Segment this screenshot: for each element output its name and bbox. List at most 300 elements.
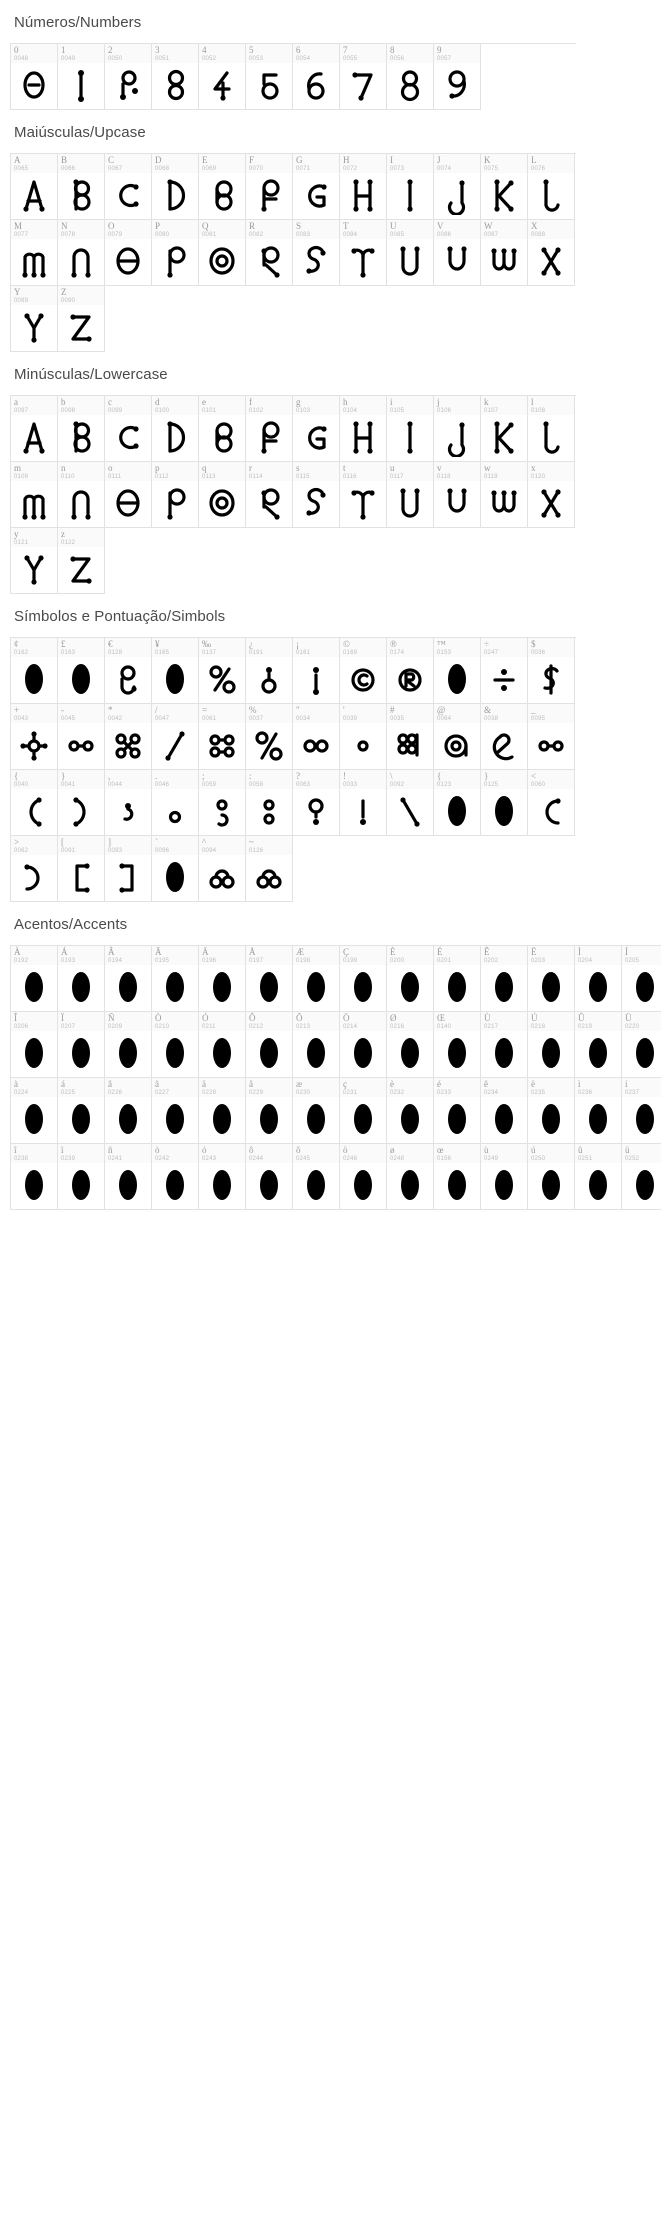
glyph-render [293,1029,339,1077]
glyph-cell[interactable] [105,220,152,286]
glyph-cell[interactable] [105,396,152,462]
glyph-cell[interactable] [575,1012,622,1078]
glyph-code-label: 0040 [14,782,29,788]
glyph-character-label: À [14,947,21,957]
glyph-render [58,479,104,527]
glyph-cell[interactable] [528,396,575,462]
glyph-cell[interactable] [434,220,481,286]
glyph-character-label: î [14,1145,17,1155]
glyph-cell[interactable] [199,44,246,110]
glyph-code-label: 0246 [343,1156,358,1162]
glyph-code-label: 0064 [437,716,452,722]
glyph-blob-shape [260,1038,278,1068]
glyph-character-label: õ [296,1145,301,1155]
glyph-cell[interactable] [575,946,622,1012]
glyph-cell[interactable] [340,946,387,1012]
glyph-cell[interactable] [11,946,58,1012]
glyph-cell[interactable] [481,220,528,286]
glyph-cell[interactable] [246,638,293,704]
glyph-cell[interactable] [622,1078,661,1144]
glyph-cell[interactable] [58,44,105,110]
glyph-cell[interactable] [528,154,575,220]
glyph-cell[interactable] [481,770,528,836]
glyph-cell[interactable] [434,1012,481,1078]
glyph-character-label: ¢ [14,639,19,649]
glyph-code-label: 0073 [390,166,405,172]
glyph-cell[interactable] [528,1078,575,1144]
glyph-render [387,1095,433,1143]
glyph-character-label: ¡ [296,639,299,649]
glyph-render [152,721,198,769]
glyph-character-label: / [155,705,158,715]
glyph-character-label: p [155,463,160,473]
glyph-character-label: g [296,397,301,407]
glyph-cell[interactable] [340,1144,387,1210]
glyph-code-label: 0092 [390,782,405,788]
glyph-cell[interactable] [58,836,105,902]
glyph-cell[interactable] [105,154,152,220]
glyph-cell[interactable] [293,462,340,528]
glyph-cell[interactable] [246,396,293,462]
glyph-code-label: 0205 [625,958,640,964]
glyph-cell[interactable] [11,462,58,528]
glyph-render [105,853,151,901]
glyph-render [58,963,104,1011]
glyph-cell[interactable] [528,638,575,704]
glyph-blob-shape [307,972,325,1002]
glyph-character-label: k [484,397,489,407]
glyph-cell[interactable] [293,396,340,462]
glyph-cell[interactable] [293,946,340,1012]
glyph-cell[interactable] [246,704,293,770]
glyph-cell[interactable] [152,220,199,286]
glyph-cell[interactable] [340,396,387,462]
glyph-cell[interactable] [58,1078,105,1144]
glyph-character-label: ÷ [484,639,489,649]
glyph-cell[interactable] [293,44,340,110]
glyph-blob-shape [72,1104,90,1134]
glyph-cell[interactable] [11,638,58,704]
glyph-character-label: # [390,705,395,715]
glyph-render [199,1095,245,1143]
glyph-character-label: { [14,771,19,781]
glyph-cell[interactable] [481,1144,528,1210]
glyph-render [340,1095,386,1143]
glyph-cell[interactable] [152,1144,199,1210]
glyph-cell[interactable] [105,638,152,704]
glyph-character-label: } [484,771,489,781]
glyph-character-label: - [61,705,64,715]
glyph-cell[interactable] [152,462,199,528]
glyph-code-label: 0200 [390,958,405,964]
glyph-blob-shape [542,1104,560,1134]
glyph-code-label: 0050 [108,56,123,62]
glyph-cell[interactable] [340,770,387,836]
glyph-render [387,1161,433,1209]
glyph-code-label: 0088 [531,232,546,238]
glyph-character-label: O [108,221,115,231]
glyph-cell[interactable] [152,638,199,704]
glyph-cell[interactable] [293,1144,340,1210]
glyph-code-label: 0251 [578,1156,593,1162]
glyph-character-label: Ç [343,947,350,957]
glyph-code-label: 0212 [249,1024,264,1030]
glyph-cell[interactable] [293,1078,340,1144]
glyph-character-label: W [484,221,493,231]
glyph-cell[interactable] [199,946,246,1012]
glyph-character-label: 4 [202,45,207,55]
glyph-cell[interactable] [481,1012,528,1078]
glyph-render [199,479,245,527]
glyph-character-label: : [249,771,252,781]
glyph-code-label: 0048 [14,56,29,62]
glyph-cell[interactable] [622,946,661,1012]
glyph-cell[interactable] [199,220,246,286]
glyph-cell[interactable] [199,462,246,528]
glyph-character-label: o [108,463,113,473]
glyph-blob-shape [542,1038,560,1068]
glyph-character-label: á [61,1079,65,1089]
glyph-cell[interactable] [246,1012,293,1078]
glyph-cell[interactable] [105,462,152,528]
glyph-cell[interactable] [152,1078,199,1144]
glyph-cell[interactable] [58,638,105,704]
glyph-render [11,171,57,219]
glyph-cell[interactable] [528,462,575,528]
glyph-cell[interactable] [105,946,152,1012]
glyph-render [528,1095,574,1143]
glyph-cell[interactable] [340,220,387,286]
glyph-character-label: , [108,771,111,781]
glyph-character-label: = [202,705,208,715]
glyph-render [58,61,104,109]
glyph-code-label: 0054 [296,56,311,62]
glyph-blob-shape [72,1038,90,1068]
glyph-cell[interactable] [199,396,246,462]
glyph-cell[interactable] [387,770,434,836]
glyph-character-label: 2 [108,45,113,55]
glyph-render [622,1029,661,1077]
glyph-character-label: Û [578,1013,585,1023]
glyph-blob-shape [495,1038,513,1068]
glyph-cell[interactable] [340,154,387,220]
glyph-render [340,237,386,285]
glyph-cell[interactable] [387,704,434,770]
glyph-cell[interactable] [434,462,481,528]
glyph-cell[interactable] [434,1144,481,1210]
glyph-cell[interactable] [199,836,246,902]
glyph-cell[interactable] [340,44,387,110]
glyph-code-label: 0232 [390,1090,405,1096]
glyph-cell[interactable] [481,462,528,528]
glyph-render [152,853,198,901]
glyph-cell[interactable] [246,462,293,528]
glyph-cell[interactable] [293,770,340,836]
glyph-character-label: ô [249,1145,254,1155]
glyph-cell[interactable] [293,154,340,220]
glyph-render [11,787,57,835]
glyph-render [152,1095,198,1143]
glyph-cell[interactable] [434,638,481,704]
glyph-code-label: 0035 [390,716,405,722]
glyph-character-label: E [202,155,208,165]
glyph-cell[interactable] [340,638,387,704]
glyph-blob-shape [448,664,466,694]
glyph-code-label: 0244 [249,1156,264,1162]
glyph-cell[interactable] [293,704,340,770]
glyph-cell[interactable] [528,1012,575,1078]
glyph-code-label: 0192 [14,958,29,964]
glyph-cell[interactable] [340,462,387,528]
glyph-render [622,963,661,1011]
glyph-cell[interactable] [199,770,246,836]
glyph-character-label: d [155,397,160,407]
glyph-code-label: 0096 [155,848,170,854]
glyph-cell[interactable] [387,154,434,220]
glyph-cell[interactable] [387,44,434,110]
glyph-character-label: T [343,221,349,231]
glyph-cell[interactable] [11,1078,58,1144]
glyph-cell[interactable] [293,220,340,286]
glyph-code-label: 0043 [14,716,29,722]
glyph-cell[interactable] [105,1012,152,1078]
glyph-render [434,479,480,527]
glyph-cell[interactable] [434,946,481,1012]
glyph-cell[interactable] [58,946,105,1012]
glyph-cell[interactable] [152,704,199,770]
glyph-code-label: 0191 [249,650,264,656]
glyph-code-label: 0242 [155,1156,170,1162]
glyph-cell[interactable] [11,1144,58,1210]
glyph-render [528,171,574,219]
glyph-cell[interactable] [199,1012,246,1078]
glyph-cell[interactable] [58,462,105,528]
glyph-character-label: è [390,1079,394,1089]
glyph-character-label: l [531,397,534,407]
glyph-cell[interactable] [11,704,58,770]
glyph-cell[interactable] [387,638,434,704]
glyph-cell[interactable] [58,770,105,836]
glyph-cell[interactable] [105,1144,152,1210]
glyph-cell[interactable] [246,836,293,902]
glyph-code-label: 0210 [155,1024,170,1030]
glyph-character-label: u [390,463,395,473]
glyph-cell[interactable] [246,1144,293,1210]
glyph-cell[interactable] [246,946,293,1012]
glyph-render [293,171,339,219]
glyph-cell[interactable] [152,154,199,220]
glyph-character-label: Ô [249,1013,256,1023]
glyph-cell[interactable] [387,396,434,462]
glyph-cell[interactable] [11,836,58,902]
glyph-cell[interactable] [11,154,58,220]
glyph-cell[interactable] [340,1012,387,1078]
glyph-cell[interactable] [152,396,199,462]
glyph-cell[interactable] [528,770,575,836]
glyph-code-label: 0216 [390,1024,405,1030]
glyph-cell[interactable] [528,704,575,770]
glyph-code-label: 0125 [484,782,499,788]
glyph-cell[interactable] [58,154,105,220]
glyph-code-label: 0198 [296,958,311,964]
glyph-cell[interactable] [152,44,199,110]
glyph-character-label: œ [437,1145,444,1155]
glyph-cell[interactable] [481,154,528,220]
glyph-character-label: Õ [296,1013,303,1023]
glyph-cell[interactable] [434,770,481,836]
glyph-cell[interactable] [199,1078,246,1144]
glyph-cell[interactable] [293,638,340,704]
glyph-character-label: S [296,221,302,231]
glyph-cell[interactable] [58,1144,105,1210]
glyph-code-label: 0111 [108,474,122,480]
glyph-cell[interactable] [199,704,246,770]
glyph-cell[interactable] [293,1012,340,1078]
glyph-cell[interactable] [58,528,105,594]
glyph-render [528,479,574,527]
glyph-code-label: 0112 [155,474,169,480]
glyph-cell[interactable] [387,1144,434,1210]
glyph-cell[interactable] [58,396,105,462]
glyph-render [58,303,104,351]
glyph-render [434,787,480,835]
glyph-cell[interactable] [11,396,58,462]
glyph-cell[interactable] [11,770,58,836]
glyph-cell[interactable] [11,286,58,352]
glyph-cell[interactable] [528,1144,575,1210]
glyph-cell[interactable] [622,1144,661,1210]
glyph-character-label: \ [390,771,393,781]
glyph-blob-shape [354,972,372,1002]
glyph-code-label: 0120 [531,474,546,480]
glyph-cell[interactable] [152,1012,199,1078]
glyph-cell[interactable] [105,1078,152,1144]
glyph-cell[interactable] [105,770,152,836]
glyph-blob-shape [25,664,43,694]
glyph-code-label: 0104 [343,408,358,414]
glyph-cell[interactable] [622,1012,661,1078]
glyph-blob-shape [213,1038,231,1068]
glyph-cell[interactable] [199,638,246,704]
glyph-cell[interactable] [152,946,199,1012]
glyph-cell[interactable] [11,220,58,286]
glyph-code-label: 0113 [202,474,216,480]
glyph-cell[interactable] [575,1144,622,1210]
glyph-character-label: Ö [343,1013,350,1023]
glyph-cell[interactable] [528,220,575,286]
glyph-character-label: P [155,221,161,231]
glyph-cell[interactable] [58,704,105,770]
glyph-grid [10,153,576,352]
glyph-cell[interactable] [387,1078,434,1144]
glyph-code-label: 0162 [14,650,29,656]
glyph-cell[interactable] [481,638,528,704]
glyph-cell[interactable] [246,154,293,220]
glyph-code-label: 0106 [437,408,452,414]
glyph-character-label: Ù [484,1013,491,1023]
glyph-code-label: 0081 [202,232,217,238]
glyph-code-label: 0046 [155,782,170,788]
glyph-render [58,787,104,835]
glyph-cell[interactable] [481,704,528,770]
glyph-cell[interactable] [340,704,387,770]
glyph-character-label: ä [202,1079,206,1089]
glyph-code-label: 0107 [484,408,499,414]
glyph-cell[interactable] [434,396,481,462]
glyph-cell[interactable] [199,1144,246,1210]
glyph-cell[interactable] [152,770,199,836]
glyph-cell[interactable] [246,220,293,286]
glyph-cell[interactable] [481,396,528,462]
glyph-render [575,963,621,1011]
glyph-cell[interactable] [105,44,152,110]
glyph-cell[interactable] [11,44,58,110]
glyph-cell[interactable] [152,836,199,902]
glyph-code-label: 0098 [61,408,76,414]
glyph-render [11,1029,57,1077]
glyph-render [340,721,386,769]
glyph-cell[interactable] [246,44,293,110]
glyph-character-label: Ò [155,1013,162,1023]
glyph-grid [10,945,661,1210]
glyph-render [340,787,386,835]
glyph-cell[interactable] [105,704,152,770]
glyph-cell[interactable] [481,946,528,1012]
glyph-cell[interactable] [105,836,152,902]
glyph-cell[interactable] [434,704,481,770]
glyph-cell[interactable] [246,1078,293,1144]
glyph-render [152,655,198,703]
glyph-cell[interactable] [575,1078,622,1144]
glyph-character-label: â [108,1079,112,1089]
glyph-cell[interactable] [434,44,481,110]
glyph-cell[interactable] [340,1078,387,1144]
glyph-cell[interactable] [481,1078,528,1144]
glyph-character-label: Ø [390,1013,397,1023]
glyph-blob-shape [119,1038,137,1068]
glyph-character-label: } [61,771,66,781]
glyph-cell[interactable] [58,286,105,352]
glyph-cell[interactable] [246,770,293,836]
glyph-render [11,413,57,461]
glyph-render [58,237,104,285]
glyph-code-label: 0249 [484,1156,499,1162]
glyph-cell[interactable] [434,1078,481,1144]
glyph-code-label: 0204 [578,958,593,964]
glyph-cell[interactable] [199,154,246,220]
glyph-cell[interactable] [434,154,481,220]
glyph-section [0,902,661,1210]
glyph-character-label: R [249,221,256,231]
glyph-character-label: ¿ [249,639,253,649]
glyph-cell[interactable] [387,462,434,528]
glyph-cell[interactable] [528,946,575,1012]
glyph-render [481,963,527,1011]
glyph-cell[interactable] [387,1012,434,1078]
glyph-blob-shape [260,972,278,1002]
glyph-cell[interactable] [58,220,105,286]
glyph-cell[interactable] [387,220,434,286]
glyph-blob-shape [166,1104,184,1134]
glyph-cell[interactable] [58,1012,105,1078]
glyph-cell[interactable] [11,528,58,594]
glyph-code-label: 0097 [14,408,29,414]
glyph-cell[interactable] [387,946,434,1012]
glyph-render [199,413,245,461]
glyph-cell[interactable] [11,1012,58,1078]
glyph-character-label: B [61,155,68,165]
glyph-character-label: ¥ [155,639,160,649]
